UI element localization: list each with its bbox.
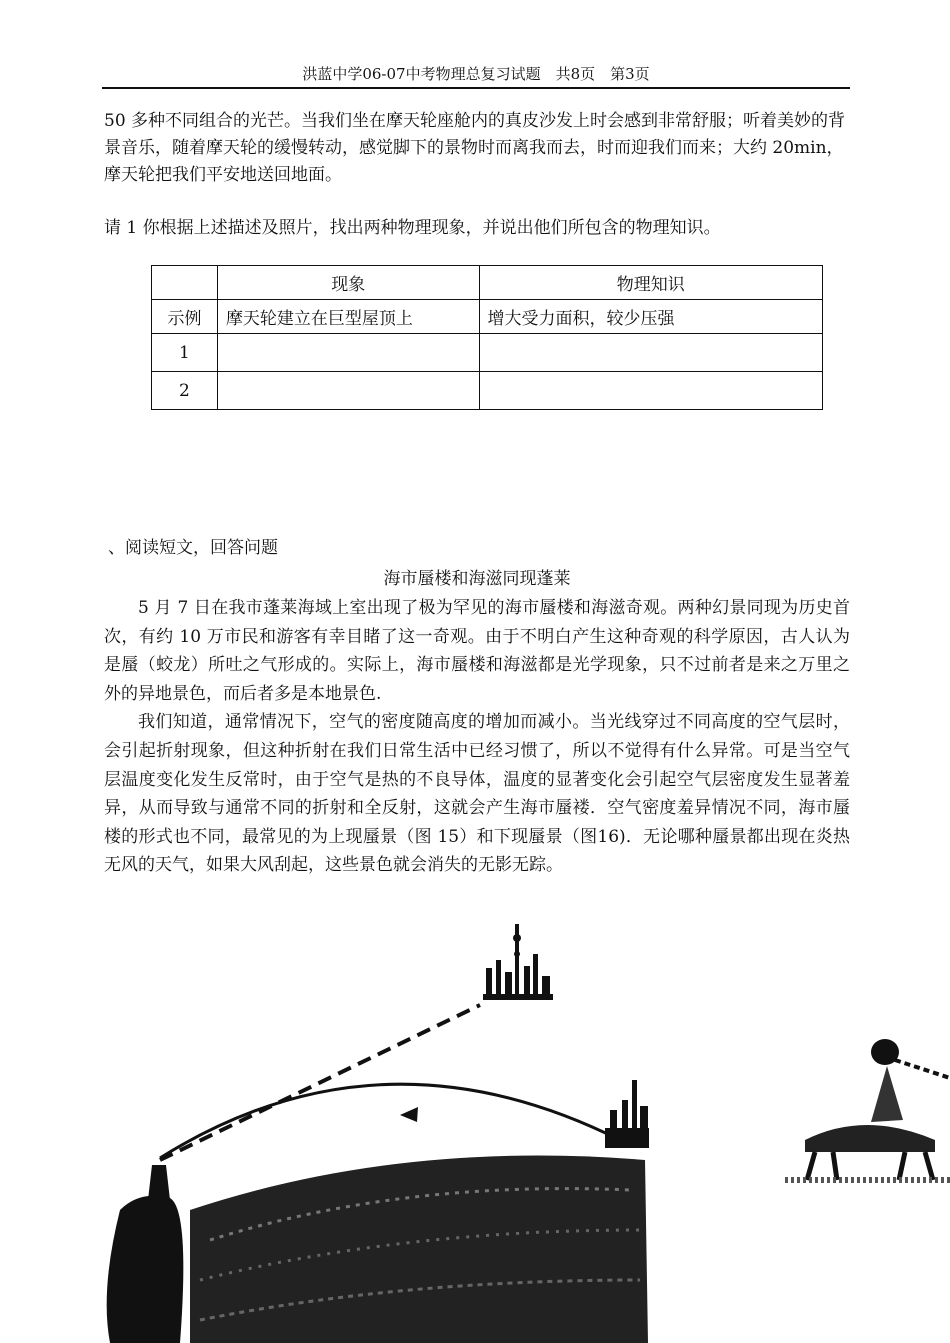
answer-table — [151, 265, 823, 410]
answer-cell[interactable] — [479, 334, 822, 372]
table-header-cell: 现象 — [217, 266, 479, 300]
answer-cell[interactable] — [217, 372, 479, 410]
article-paragraph: 我们知道，通常情况下，空气的密度随高度的增加而减小。当光线穿过不同高度的空气层时，会引起折射现象，但这种折射在我们日常生活中已经习惯了，所以不觉得有什么异常。可是当空气层温度变化发生反常时，由于空气是热的不良导体，温度的显著变化会引起空气层密度发生显著羞异，从而导致与通常不同的折射和全反射，这就会产生海市蜃褛．空气密度羞异情况不同，海市蜃楼的形式也不同，最常见的为上现蜃景（图 15）和下现蜃景（图16)．无论哪种蜃景都出现在炎热无风的天气，如果大风刮起，这些景色就会消失的无影无踪。 — [104, 712, 850, 876]
table-row — [152, 372, 823, 410]
section-heading: 、阅读短文，回答问题 — [108, 538, 278, 558]
inferior-mirage-illustration — [775, 1030, 950, 1190]
table-header-row — [152, 266, 823, 300]
table-cell: 增大受力面积，较少压强 — [479, 300, 822, 334]
superior-mirage-illustration — [100, 910, 660, 1343]
answer-cell[interactable] — [479, 372, 822, 410]
table-row — [152, 334, 823, 372]
article-body — [104, 594, 850, 880]
table-cell: 2 — [152, 372, 218, 410]
passage-paragraph: 50 多种不同组合的光芒。当我们坐在摩天轮座舱内的真皮沙发上时会感到非常舒服；听着美妙的背景音乐，随着摩天轮的缓慢转动，感觉脚下的景物时而离我而去，时而迎我们而来；大约 20min，摩天轮把我们平安地送回地面。 — [104, 111, 846, 185]
question-text: 请 1 你根据上述描述及照片，找出两种物理现象，并说出他们所包含的物理知识。 — [104, 218, 721, 238]
answer-cell[interactable] — [217, 334, 479, 372]
table-cell: 1 — [152, 334, 218, 372]
page-header: 洪蓝中学06-07中考物理总复习试题 共8页 第3页 — [102, 64, 850, 89]
table-header-cell: 物理知识 — [479, 266, 822, 300]
table-cell: 摩天轮建立在巨型屋顶上 — [217, 300, 479, 334]
table-row — [152, 300, 823, 334]
table-cell: 示例 — [152, 300, 218, 334]
article-title: 海市蜃楼和海滋同现蓬莱 — [383, 569, 571, 589]
article-paragraph: 5 月 7 日在我市蓬莱海域上室出现了极为罕见的海市蜃楼和海滋奇观。两种幻景同现为历史首次，有约 10 万市民和游客有幸目睹了这一奇观。由于不明白产生这种奇观的科学原因，古人认为是蜃（蛟龙）所吐之气形成的。实际上，海市蜃楼和海滋都是光学现象，只不过前者是来之万里之外的异地景色，而后者多是本地景色. — [104, 598, 850, 704]
table-header-cell — [152, 266, 218, 300]
